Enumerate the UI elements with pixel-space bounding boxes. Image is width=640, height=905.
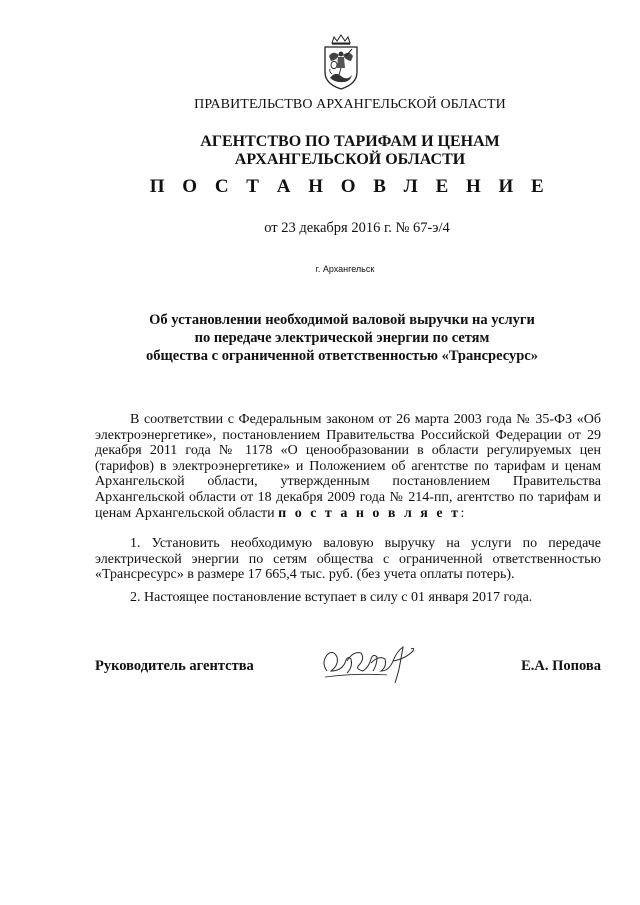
document-subject <box>22 311 640 365</box>
resolves-word: п о с т а н о в л я е т <box>278 505 461 521</box>
resolves-colon: : <box>460 505 465 521</box>
resolution-item-1 <box>95 536 601 583</box>
resolution-item-2-text: 2. Настоящее постановление вступает в силу с 01 января 2017 года. <box>130 590 533 605</box>
agency-name <box>30 133 640 169</box>
subject-line-3: общества с ограниченной ответственностью «Трансресурс» <box>146 348 538 364</box>
signatory-name: Е.А. Попова <box>521 658 601 674</box>
signatory-title: Руководитель агентства <box>95 658 254 674</box>
subject-line-1: Об установлении необходимой валовой выручки на услуги <box>149 312 535 328</box>
subject-line-2: по передаче электрической энергии по сетям <box>194 330 490 346</box>
preamble-text: В соответствии с Федеральным законом от 26 марта 2003 года № 35-ФЗ «Об электроэнергетике», постановлением Правительства Российской Федерации от 29 декабря 2011 года № 1178 «О ценообразовании в области регулируемых цен (тарифов) в электроэнергетике» и Положением об агентстве по тарифам и ценам Архангельской области, утвержденным постановлением Правительства Архангельской области от 18 декабря 2009 года № 214-пп, агентство по тарифам и ценам Архангельской области <box>95 412 601 521</box>
handwritten-signature-icon <box>317 641 423 685</box>
document-date-number: от 23 декабря 2016 г. № 67-э/4 <box>264 220 450 236</box>
resolution-item-2 <box>95 590 601 606</box>
coat-of-arms-icon <box>319 34 363 90</box>
agency-name-line-2: АРХАНГЕЛЬСКОЙ ОБЛАСТИ <box>234 151 466 168</box>
preamble-paragraph <box>95 412 601 521</box>
document-city: г. Архангельск <box>315 264 375 274</box>
agency-name-line-1: АГЕНТСТВО ПО ТАРИФАМ И ЦЕНАМ <box>200 133 500 150</box>
resolution-item-1-text: 1. Установить необходимую валовую выручку на услуги по передаче электрической энергии по сетям общества с ограниченной ответственностью «Трансресурс» в размере 17 665,4 тыс. руб. (без учета оплаты потерь). <box>95 536 601 583</box>
document-type: П О С Т А Н О В Л Е Н И Е <box>149 176 551 197</box>
government-name: ПРАВИТЕЛЬСТВО АРХАНГЕЛЬСКОЙ ОБЛАСТИ <box>194 97 506 112</box>
